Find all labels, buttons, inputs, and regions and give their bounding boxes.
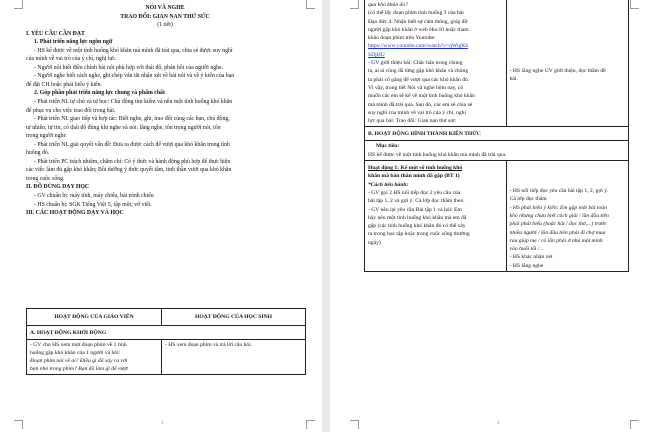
text-line: Đạo đức 4: Nhận biết sự cảm thông, giúp đỡ <box>368 18 468 25</box>
margin-mark <box>14 0 23 9</box>
margin-mark <box>630 0 639 9</box>
text-line: - HS lắng nghe GV giới thiệu, đọc thầm đề <box>509 68 606 74</box>
objective-text: HS kể được về một tình huống khó khăn mà mình đã trải qua. <box>368 151 507 158</box>
objective-label: Mục tiêu: <box>376 143 400 150</box>
activity-1-title: Hoạt động 1: Kể một số tình huống khó <box>368 165 463 172</box>
text-line: lực qua bài: Trao đổi: Gian nan thử sức <box>368 118 456 125</box>
text-line: (có thể lấy đoạn phim tình huống 3 của bài <box>368 10 464 17</box>
teacher-activity-cell <box>27 340 162 375</box>
teacher-steps <box>368 189 503 247</box>
method-label: *Cách tiến hành: <box>368 181 409 188</box>
text-line: mà mình đã trải qua. Sau đó, các em sẽ chia sẻ <box>368 101 473 108</box>
text-line: của mình về vai trò của ý chí, nghị lực. <box>26 56 117 63</box>
text-line: để phục vụ cho việc trao đổi trong bài. <box>26 107 116 114</box>
lesson-title: TRAO ĐỔI: GIAN NAN THỬ SỨC <box>120 13 210 20</box>
text-line: suy nghĩ của mình về vai trò của ý chí, nghị <box>368 109 467 116</box>
text-line: huống gặp khó khăn của 1 người và hỏi: <box>30 350 121 356</box>
page-1-content <box>26 4 304 218</box>
text-line: - GV giới thiệu bài: Chắc hẳn trong chúng <box>368 60 463 67</box>
student-activity-cell <box>162 340 306 375</box>
text-line: Đoạn phim nói về ai? Điều gì đã xảy ra với <box>30 358 128 364</box>
text-line: gặp (các tình huống khó khăn đó có thể xảy <box>368 223 466 230</box>
text-line: nhiều người / lần đầu tiên phải đi chợ mua <box>509 229 606 236</box>
text-line: - Phát triển NL tự chủ và tự học: Chủ động tìm kiếm và nêu một tình huống khó khăn <box>34 99 233 106</box>
student-column-header: HOẠT ĐỘNG CỦA HỌC SINH <box>162 309 306 326</box>
subject-heading: NÓI VÀ NGHE <box>145 5 185 11</box>
text-line: bài tập 1, 2 và gợi ý. Cả lớp đọc thầm theo. <box>368 198 465 205</box>
student-text <box>510 67 625 84</box>
text-line: tự nhiên, tự tin; có thái độ đúng khi nghe và nói: lắng nghe, tôn trọng người nói, tôn <box>26 124 221 131</box>
page-number: 2 <box>497 421 500 426</box>
teacher-activity-cell <box>365 161 507 272</box>
text-line: - HS phát biểu ý kiến: Em gặp một bài toán <box>509 204 607 211</box>
text-line: Vì vậy, trong tiết Nói và nghe hôm nay, cô <box>368 84 464 91</box>
text-line: - HS khác nhận xét <box>509 254 553 261</box>
teacher-text <box>368 1 503 42</box>
youtube-link[interactable]: https://www.youtube.com/watch?v=qWigKb <box>368 43 469 50</box>
text-line: các việc làm đủ gặp khó khăn; Bồi dưỡng ý thức quyết tâm, tinh thần vượt qua khó khăn <box>26 167 232 174</box>
text-line: trọng người nghe <box>26 133 67 140</box>
text-line: - Người nói biết điều chỉnh bài nói phù hợp với thái độ, phản hồi của người nghe. <box>34 64 224 71</box>
text-line: khó nhưng chưa biết cách giải / lần đầu tiên <box>509 212 609 219</box>
text-line: - GV chuẩn bị: máy tính, máy chiếu, bài trình chiếu <box>34 193 154 200</box>
text-line: 1. Phát triển năng lực ngôn ngữ <box>34 39 113 46</box>
document-page-1 <box>0 0 322 432</box>
margin-mark <box>306 420 315 429</box>
teacher-column-header: HOẠT ĐỘNG CỦA GIÁO VIÊN <box>27 309 162 326</box>
margin-mark <box>306 0 315 9</box>
page-2-content <box>364 0 629 432</box>
text-line: - Phát triển PC trách nhiệm, chăm chỉ: Có ý thức và hành động phù hợp để thực hiện <box>34 158 231 165</box>
objective-cell <box>365 141 629 161</box>
youtube-link-block <box>368 42 503 59</box>
text-line: - HS nối tiếp đọc yêu cầu bài tập 1, 2, gợi ý. <box>509 188 609 195</box>
student-steps <box>510 187 625 270</box>
text-line: III. CÁC HOẠT ĐỘNG DẠY VÀ HỌC <box>26 210 124 217</box>
activity-table-continued <box>364 0 629 272</box>
teacher-activity-cell <box>365 0 507 127</box>
student-activity-cell <box>506 0 628 127</box>
text-line: phải phát biểu (hoặc hát / đọc thơ,...) trước <box>509 221 607 228</box>
text-line: - Phát triển NL giao tiếp và hợp tác: Biết nghe, ghi, trao đổi cùng các bạn, chủ động, <box>34 116 230 123</box>
text-line: - HS chuẩn bị: SGK Tiếng Việt 5, tập một; vở viết. <box>34 201 152 208</box>
section-b-heading: B. HOẠT ĐỘNG HÌNH THÀNH KIẾN THỨC <box>365 127 629 141</box>
text-line: - HS xem đoạn phim và trả lời câu hỏi. <box>165 342 253 348</box>
margin-mark <box>630 420 639 429</box>
text-line: - Phát triển NL giải quyết vấn đề: Đưa ra được cách để vượt qua khó khăn trong tình <box>34 141 230 148</box>
text-line: bạn nhỏ trong phim? Bạn đã làm gì để vượt <box>30 366 128 372</box>
text-line: huống đó. <box>26 150 50 157</box>
text-line: người gặp khó khăn ở web Hoc10 hoặc tham <box>368 26 469 33</box>
text-line: Cả lớp đọc thầm <box>509 196 547 203</box>
text-line: ta, ai ai cũng đã từng gặp khó khăn và chúng <box>368 68 469 75</box>
text-line: ta phải cố gắng để vượt qua các khó khăn đó. <box>368 76 470 83</box>
text-line: - GV nêu lại yêu cầu Bài tập 1 và hỏi: Em <box>368 206 462 213</box>
youtube-link-continued[interactable]: SDjHU <box>368 51 385 58</box>
text-line: khảo đoạn phim trên Youtube: <box>368 35 436 42</box>
section-a-heading: A. HOẠT ĐỘNG KHỞI ĐỘNG <box>27 326 306 340</box>
page-number: 1 <box>161 421 164 426</box>
text-line: qua khó khăn đó? <box>368 2 408 8</box>
text-line: II. ĐỒ DÙNG DẠY HỌC <box>26 184 90 191</box>
text-line: - GV gọi 2 HS nối tiếp đọc 2 yêu cầu của <box>368 189 461 196</box>
text-line: để đặt CH hoặc phát biểu ý kiến. <box>26 81 102 88</box>
text-line: - GV cho HS xem một đoạn phim về 1 tình <box>30 342 127 348</box>
text-line: bài. <box>509 76 518 83</box>
text-line: - HS lắng nghe <box>509 262 544 269</box>
margin-mark <box>350 0 359 9</box>
student-activity-cell <box>506 161 628 272</box>
text-line: rau giúp mẹ / có lần phải ở nhà một mình <box>509 237 603 244</box>
text-line: - Người nghe biết cách nghe, ghi chép vắn tắt nhận xét về bài nói và về ý kiến của bạn <box>34 73 235 80</box>
text-line: ngày) <box>368 239 381 246</box>
margin-mark <box>350 420 359 429</box>
text-line: ra trong học tập hoặc trong cuộc sống thường <box>368 231 470 238</box>
activity-1-title-continued: khăn mà bản thân mình đã gặp (BT 1) <box>368 173 460 180</box>
lesson-duration: (1 tiết) <box>157 22 173 29</box>
document-page-2 <box>330 0 650 432</box>
text-line: - HS kể được về một tình huống khó khăn mà mình đã trải qua, chia sẻ được suy nghĩ <box>34 47 233 54</box>
text-line: hãy nêu một tình huống khó khăn mà em đã <box>368 214 467 221</box>
text-line: trong cuộc sống. <box>26 175 65 182</box>
text-line: muốn các em sẽ kể về một tình huống khó khăn <box>368 93 475 100</box>
text-line: vào buổi tối /... <box>509 246 544 253</box>
text-line: I. YÊU CẦU CẦN ĐẠT <box>26 30 85 37</box>
lesson-objectives <box>26 30 304 218</box>
margin-mark <box>14 420 23 429</box>
text-line: 2. Góp phần phát triển năng lực chung và phẩm chất <box>34 90 165 97</box>
activity-table <box>26 308 306 375</box>
teacher-text-intro <box>368 59 503 125</box>
